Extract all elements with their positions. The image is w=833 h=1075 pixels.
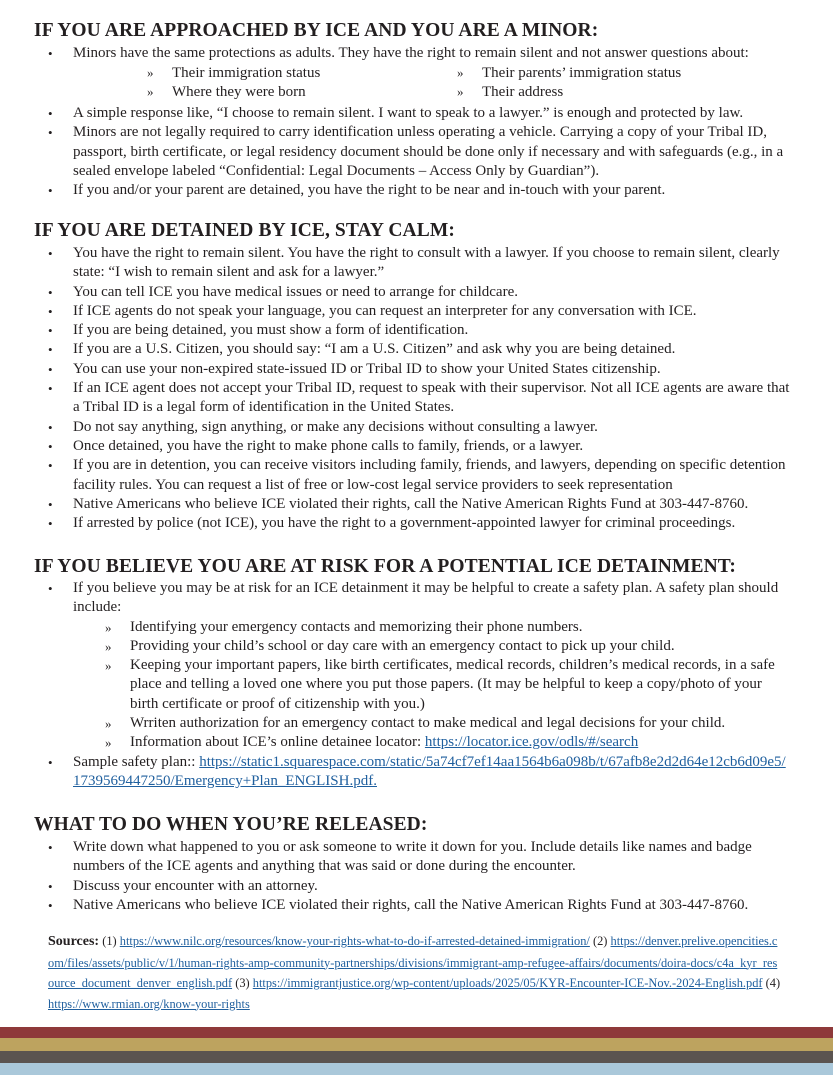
chevron-icon: » bbox=[105, 619, 112, 635]
bullet-icon: • bbox=[48, 183, 53, 199]
topic-item: Where they were born bbox=[172, 84, 306, 100]
list-item: » Providing your child’s school or day care with an emergency contact to pick up your child. bbox=[73, 637, 793, 656]
bullet-icon: • bbox=[48, 878, 53, 894]
list-item: • If you are in detention, you can receive visitors including family, friends, and lawyers, depending on specific detention facility rules. You can request a list of free or low-cost legal service providers to seek representation bbox=[48, 457, 786, 493]
list-item: • If you believe you may be at risk for an ICE detainment it may be helpful to create a safety plan. A safety plan should include: » Identifying your emergency contacts and memorizing their phone numbers. » Providing your child’s school or day care with an emergency contact to pick up your child. » Keeping your important papers, like birth certificates, medical records, children’s medical records, in a safe place and telling a loved one where you put those papers. (It may be helpful to keep a copy/photo of your birth certificate or proof of citizenship with you.) » Wrriten authorization for an emergency contact to make medical and legal decisions for your child. » Information about ICE’s online detainee locator: https://locator.ice.gov/odls/#/search bbox=[0, 579, 833, 753]
list-item: • Discuss your encounter with an attorney. bbox=[0, 877, 833, 896]
list-item: • Minors are not legally required to carry identification unless operating a vehicle. Carrying a copy of your Tribal ID, passport, birth certificate, or legal residency document should be done only if necessary and with safeguards (e.g., in a sealed envelope labeled “Confidential: Legal Documents – Access Only by Guardian”). bbox=[48, 124, 784, 179]
chevron-icon: » bbox=[147, 84, 154, 99]
bullet-icon: • bbox=[48, 381, 53, 397]
footer-stripe-blue bbox=[0, 1063, 833, 1075]
list-item: • If you and/or your parent are detained, you have the right to be near and in-touch with your parent. bbox=[0, 181, 833, 200]
source-link-1[interactable]: https://www.nilc.org/resources/know-your-rights-what-to-do-if-arrested-detained-immigration/ bbox=[119, 934, 590, 948]
list-item: • You can tell ICE you have medical issues or need to arrange for childcare. bbox=[0, 283, 833, 302]
bullet-icon: • bbox=[48, 438, 53, 454]
bullet-icon: • bbox=[48, 303, 53, 319]
bullet-icon: • bbox=[48, 496, 53, 512]
chevron-icon: » bbox=[457, 84, 464, 99]
topic-item: Their address bbox=[482, 84, 564, 100]
list-item: • You have the right to remain silent. You have the right to consult with a lawyer. If you choose to remain silent, clearly state: “I wish to remain silent and ask for a lawyer.” bbox=[48, 245, 780, 281]
chevron-icon: » bbox=[105, 735, 112, 751]
bullet-icon: • bbox=[48, 516, 53, 532]
bullet-icon: • bbox=[48, 419, 53, 435]
detained-bullets bbox=[0, 244, 833, 533]
risk-bullets bbox=[0, 579, 833, 791]
heading-detained: IF YOU ARE DETAINED BY ICE, STAY CALM: bbox=[34, 220, 455, 241]
list-item: • Minors have the same protections as adults. They have the right to remain silent and not answer questions about: bbox=[0, 44, 833, 63]
list-item: » Wrriten authorization for an emergency contact to make medical and legal decisions for your child. bbox=[73, 714, 793, 733]
list-item: • Do not say anything, sign anything, or make any decisions without consulting a lawyer. bbox=[0, 418, 833, 437]
list-item: » Identifying your emergency contacts and memorizing their phone numbers. bbox=[73, 618, 793, 637]
safety-plan-list bbox=[73, 618, 793, 753]
bullet-icon: • bbox=[48, 754, 53, 770]
list-item: • If you are being detained, you must show a form of identification. bbox=[0, 321, 833, 340]
sources-label: Sources: bbox=[48, 934, 100, 949]
bullet-icon: • bbox=[48, 284, 53, 300]
minor-bullets bbox=[0, 104, 833, 200]
source-link-3[interactable]: https://immigrantjustice.org/wp-content/uploads/2025/05/KYR-Encounter-ICE-Nov.-2024-English.pdf bbox=[252, 976, 763, 990]
bullet-icon: • bbox=[48, 125, 53, 141]
released-bullets bbox=[0, 838, 833, 915]
list-item: • Write down what happened to you or ask someone to write it down for you. Include details like names and badge numbers of the ICE agents and anything that was said or done during the encounter. bbox=[48, 839, 752, 875]
sources: Sources: (1) https://www.nilc.org/resources/know-your-rights-what-to-do-if-arrested-detained-immigration/ (2) https://denver.prelive.opencities.com/files/assets/public/v/1/human-rights-amp-community-partnerships/divisions/immigrant-amp-refugee-affairs/documents/doira-docs/c4a_kyr_resource_document_denver_english.pdf (3) https://immigrantjustice.org/wp-content/uploads/2025/05/KYR-Encounter-ICE-Nov.-2024-English.pdf (4) https://www.rmian.org/know-your-rights bbox=[48, 934, 781, 1011]
list-item: » Keeping your important papers, like birth certificates, medical records, children’s medical records, in a safe place and telling a loved one where you put those papers. (It may be helpful to keep a copy/photo of your birth certificate or proof of citizenship with you.) bbox=[105, 657, 775, 712]
list-item: • Once detained, you have the right to make phone calls to family, friends, or a lawyer. bbox=[0, 437, 833, 456]
bullet-icon: • bbox=[48, 361, 53, 377]
list-item: • You can use your non-expired state-issued ID or Tribal ID to show your United States citizenship. bbox=[0, 360, 833, 379]
chevron-icon: » bbox=[457, 65, 464, 80]
list-item: • Sample safety plan:: https://static1.squarespace.com/static/5a74cf7ef14aa1564b6a098b/t/67afb8e2d2d64e12cb6d09e5/1739569447250/Emergency+Plan_ENGLISH.pdf. bbox=[48, 753, 786, 789]
bullet-icon: • bbox=[48, 342, 53, 358]
list-item: • If an ICE agent does not accept your Tribal ID, request to speak with their supervisor. Not all ICE agents are aware that a Tribal ID is a legal form of identification in the United States. bbox=[48, 380, 790, 416]
list-item: • Native Americans who believe ICE violated their rights, call the Native American Rights Fund at 303-447-8760. bbox=[0, 495, 833, 514]
footer-stripe-brown bbox=[0, 1051, 833, 1063]
heading-minor: IF YOU ARE APPROACHED BY ICE AND YOU ARE A MINOR: bbox=[34, 20, 599, 41]
footer-stripe-red bbox=[0, 1027, 833, 1038]
topic-item: Their immigration status bbox=[172, 65, 321, 81]
bullet-icon: • bbox=[48, 581, 53, 596]
list-item: • A simple response like, “I choose to remain silent. I want to speak to a lawyer.” is enough and protected by law. bbox=[0, 104, 833, 123]
bullet-icon: • bbox=[48, 246, 53, 261]
chevron-icon: » bbox=[105, 658, 112, 674]
heading-risk: IF YOU BELIEVE YOU ARE AT RISK FOR A POTENTIAL ICE DETAINMENT: bbox=[34, 556, 737, 577]
list-item: • Native Americans who believe ICE violated their rights, call the Native American Rights Fund at 303-447-8760. bbox=[0, 896, 833, 915]
detainee-locator-link[interactable]: https://locator.ice.gov/odls/#/search bbox=[424, 734, 639, 751]
minor-intro-list bbox=[0, 44, 833, 63]
heading-released: WHAT TO DO WHEN YOU’RE RELEASED: bbox=[34, 814, 428, 835]
list-item: • If you are a U.S. Citizen, you should say: “I am a U.S. Citizen” and ask why you are being detained. bbox=[0, 340, 833, 359]
chevron-icon: » bbox=[105, 716, 112, 732]
list-item: • If ICE agents do not speak your language, you can request an interpreter for any conversation with ICE. bbox=[0, 302, 833, 321]
list-item: » Information about ICE’s online detainee locator: https://locator.ice.gov/odls/#/search bbox=[73, 733, 793, 752]
bullet-icon: • bbox=[48, 840, 53, 855]
source-link-4[interactable]: https://www.rmian.org/know-your-rights bbox=[48, 996, 250, 1011]
sample-safety-plan-link[interactable]: https://static1.squarespace.com/static/5a74cf7ef14aa1564b6a098b/t/67afb8e2d2d64e12cb6d09e5/1739569447250/Emergency+Plan_ENGLISH.pdf. bbox=[73, 753, 786, 789]
topic-item: Their parents’ immigration status bbox=[482, 65, 682, 81]
bullet-icon: • bbox=[48, 897, 53, 913]
chevron-icon: » bbox=[147, 65, 154, 80]
bullet-icon: • bbox=[48, 323, 53, 339]
bullet-icon: • bbox=[48, 46, 53, 61]
chevron-icon: » bbox=[105, 638, 112, 654]
bullet-icon: • bbox=[48, 458, 53, 474]
list-item: • If arrested by police (not ICE), you have the right to a government-appointed lawyer for criminal proceedings. bbox=[0, 514, 833, 533]
source-link-2[interactable]: https://denver.prelive.opencities.com/files/assets/public/v/1/human-rights-amp-community-partnerships/divisions/immigrant-amp-refugee-affairs/documents/doira-docs/c4a_kyr_resource_document_denver_english.pdf bbox=[48, 934, 778, 990]
bullet-icon: • bbox=[48, 106, 53, 121]
footer-stripe-gold bbox=[0, 1038, 833, 1051]
